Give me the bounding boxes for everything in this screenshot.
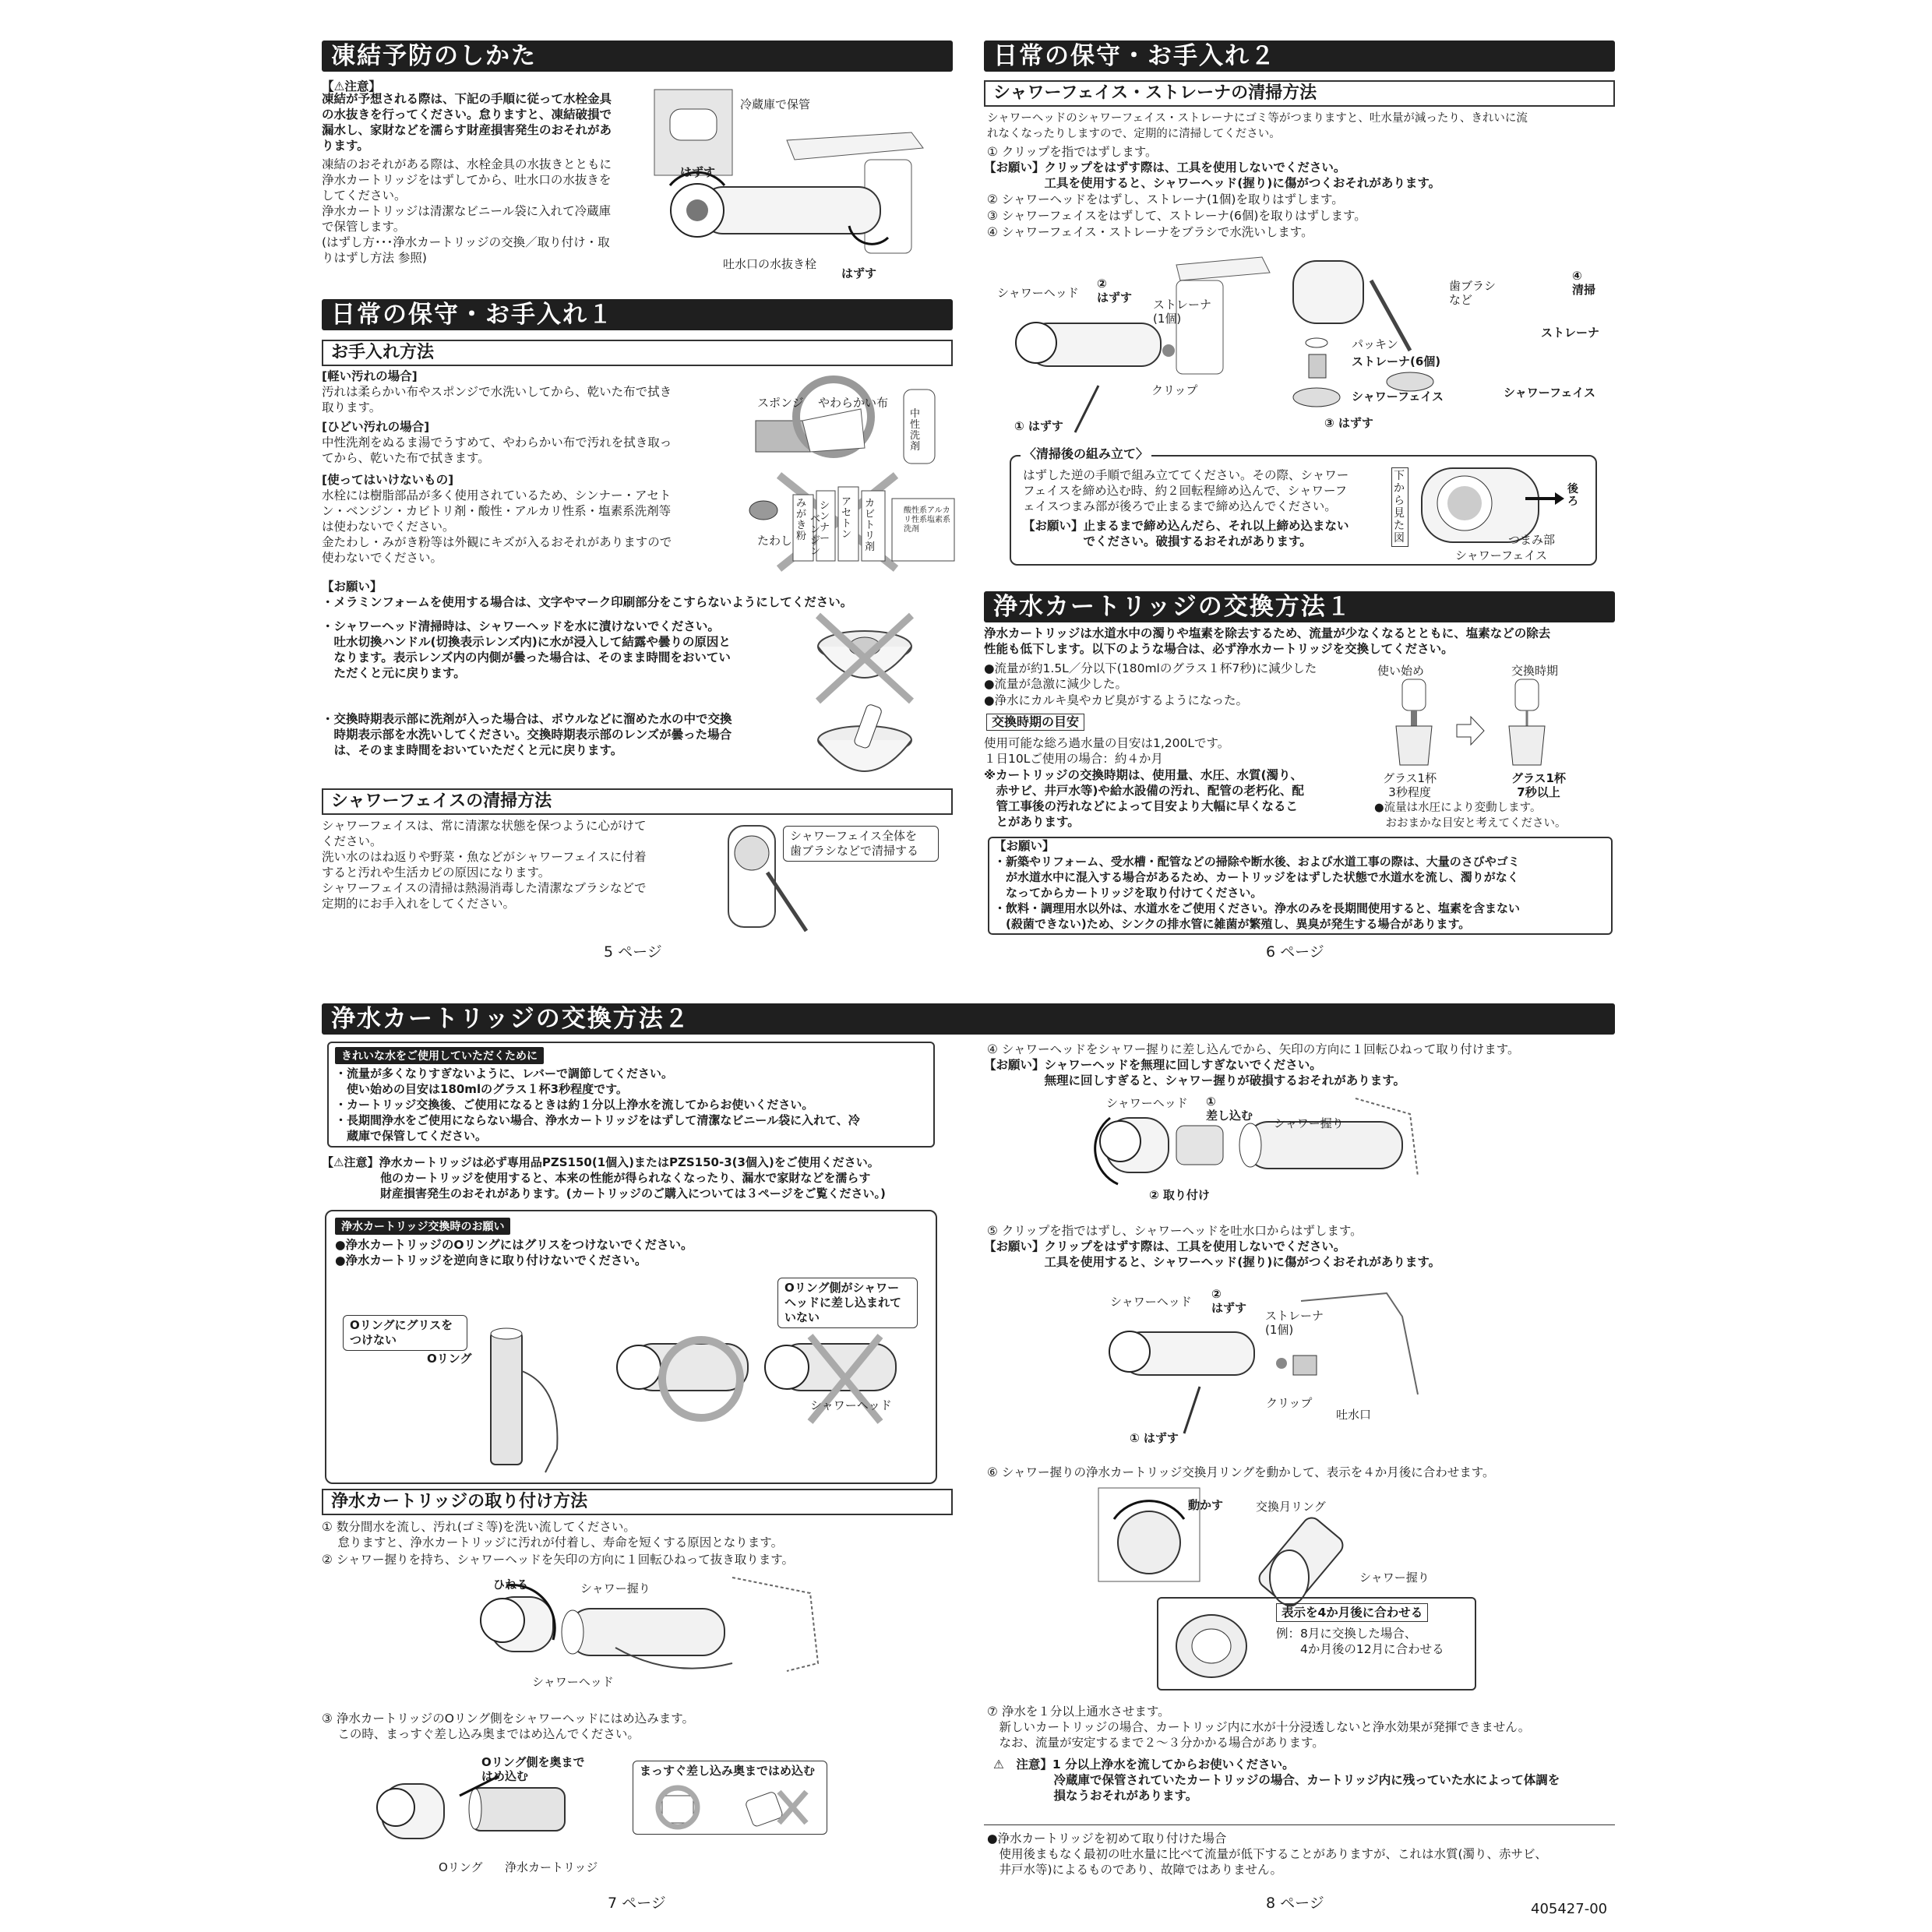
lbl-knob: つまみ部 — [1508, 533, 1556, 547]
p8-request-5: 【お願い】クリップをはずす際は、工具を使用しないでください。 工具を使用すると、シャワーヘッド(握り)に傷がつくおそれがあります。 — [984, 1239, 1441, 1269]
lbl-swap-time: 交換時期 — [1511, 664, 1559, 678]
p5-request-3: ・交換時期表示部に洗剤が入った場合は、ボウルなどに溜めた水の中で交換 時期表示部を水洗いしてください。交換時期表示部のレンズが曇った場合 は、そのまま時間をおいていただくと元に戻ります。 — [322, 712, 732, 757]
lbl-care2-strainer6: ストレーナ(6個) — [1352, 354, 1441, 368]
straight-insert-bubble: まっすぐ差し込み奥まではめ込む — [633, 1761, 827, 1835]
cart1-bullet-3: ●浄水にカルキ臭やカビ臭がするようになった。 — [984, 693, 1249, 707]
lbl-twist: ひねる — [493, 1578, 529, 1592]
lbl-p8-clip: クリップ — [1266, 1396, 1313, 1410]
care2-section-title: 日常の保守・お手入れ２ — [984, 41, 1615, 72]
lbl-acetone: アセトン — [841, 496, 852, 541]
care2-step-2: ② シャワーヘッドをはずし、ストレーナ(1個)を取りはずします。 — [987, 192, 1344, 206]
oring-grease-illustration — [475, 1324, 576, 1480]
lbl-p7-cartridge: 浄水カートリッジ — [505, 1860, 598, 1874]
lbl-sponge: スポンジ — [757, 396, 804, 410]
lbl-p7-showerhead: シャワーヘッド — [810, 1398, 892, 1412]
reassembly-heading: 〈清掃後の組み立て〉 — [1021, 447, 1151, 461]
install-step-3: ③ 浄水カートリッジのOリング側をシャワーヘッドにはめ込みます。 この時、まっすぐ差し込み奥まではめ込んでください。 — [322, 1712, 695, 1741]
p5-request-heading: 【お願い】 — [322, 580, 383, 594]
lbl-care2-strainer1: ストレーナ (1個) — [1153, 298, 1212, 326]
p8-step-7: ⑦ 浄水を１分以上通水させます。 新しいカートリッジの場合、カートリッジ内に水が十分浸透しないと浄水効果が発揮できません。 なお、流量が安定するまで２～３分かかる場合があります。 — [987, 1705, 1531, 1750]
heavy-dirt-text: 中性洗剤をぬるま湯でうすめて、やわらかい布で汚れを拭き取っ てから、乾いた布で拭きます。 — [322, 435, 672, 465]
attach-head-illustration — [1098, 1098, 1426, 1200]
back-arrow-icon — [1525, 491, 1564, 506]
lbl-benzine: ベンジン — [810, 513, 821, 558]
p5-request-2: ・シャワーヘッド清掃時は、シャワーヘッドを水に漬けないでください。 吐水切換ハンドル(切換表示レンズ内)に水が浸入して結露や曇りの原因と なります。表示レンズ内の内側が曇った場合は、そのまま時間をおいてい ただくと元に戻ります。 — [322, 619, 731, 680]
lbl-back: 後ろ — [1567, 483, 1578, 508]
lbl-care2-showerhead: シャワーヘッド — [997, 286, 1079, 300]
light-dirt-text: 汚れは柔らかい布やスポンジで水洗いしてから、乾いた布で拭き 取ります。 — [322, 385, 672, 414]
face-brush-bubble: シャワーフェイス全体を 歯ブラシなどで清掃する — [783, 826, 939, 862]
lbl-care2-face: シャワーフェイス — [1352, 390, 1444, 404]
swap-request-tag: 浄水カートリッジ交換時のお願い — [335, 1218, 510, 1235]
lbl-care2-face2: シャワーフェイス — [1504, 386, 1596, 400]
freeze-faucet-illustration — [654, 86, 950, 280]
face-cleaning-subtitle: シャワーフェイスの清掃方法 — [322, 788, 953, 815]
care2-request: 【お願い】クリップをはずす際は、工具を使用しないでください。 工具を使用すると、シャワーヘッド(握り)に傷がつくおそれがあります。 — [984, 160, 1441, 190]
flow-note: ●流量は水圧により変動します。 おおまかな目安と考えてください。 — [1374, 802, 1567, 830]
lbl-care2-toothbrush: 歯ブラシ など — [1449, 279, 1497, 307]
p5-request-1: ・メラミンフォームを使用する場合は、文字やマーク印刷部分をこすらないようにしてください。 — [322, 595, 853, 609]
lbl-thinner: シンナー — [820, 500, 830, 545]
p8-step-6: ⑥ シャワー握りの浄水カートリッジ交換月リングを動かして、表示を４か月後に合わせます。 — [987, 1465, 1495, 1479]
oring-side-bubble: Oリング側がシャワー ヘッドに差し込まれて いない — [777, 1278, 918, 1328]
glass-comparison-illustration — [1379, 679, 1558, 773]
remove-head-illustration — [475, 1578, 826, 1687]
swap-request-text: ●浄水カートリッジのOリングにはグリスをつけないでください。 ●浄水カートリッジを逆向きに取り付けないでください。 — [335, 1238, 693, 1267]
lbl-glass-7sec: グラス1杯 7秒以上 — [1511, 771, 1566, 799]
cart1-request-heading: 【お願い】 — [994, 839, 1055, 853]
install-step-1: ① 数分間水を流し、汚れ(ゴミ等)を洗い流してください。 怠りますと、浄水カートリッジに汚れが付着し、寿命を短くする原因となります。 — [322, 1520, 784, 1549]
lbl-p7-grip: シャワー握り — [580, 1581, 650, 1595]
face-cleaning-body: シャワーフェイスは、常に清潔な状態を保つように心がけて ください。 洗い水のはね返りや野菜・魚などがシャワーフェイスに付着 すると汚れや生活カビの原因になります。 シャワーフェイスの清掃は熱湯消毒した清潔なブラシなどで 定期的にお手入れをしてください。 — [322, 819, 647, 911]
freeze-body: 凍結のおそれがある際は、水栓金具の水抜きとともに 浄水カートリッジをはずしてから、吐水口の水抜きを してください。 浄水カートリッジは清潔なビニール袋に入れて冷蔵庫 で保管します。 (はずし方･･･浄水カートリッジの交換／取り付け・取 りはずし方法 参照) — [322, 157, 612, 265]
swap-guide-heading: 交換時期の目安 — [986, 714, 1084, 731]
lbl-migaki: みがき粉 — [796, 498, 807, 542]
care2-step-3: ③ シャワーフェイスをはずして、ストレーナ(6個)を取りはずします。 — [987, 209, 1366, 223]
light-dirt-heading: [軽い汚れの場合] — [322, 369, 418, 383]
p7-caution: 【⚠注意】浄水カートリッジは必ず専用品PZS150(1個入)またはPZS150-3(3個入)をご使用ください。 他のカートリッジを使用すると、本来の性能が得られなくなったり、漏水で家財などを濡らす 財産損害発生のおそれがあります。(カートリッジのご購入については３ページをご覧ください。) — [322, 1155, 886, 1200]
lbl-p8-strainer: ストレーナ (1個) — [1265, 1309, 1324, 1337]
p8-step-5: ⑤ クリップを指ではずし、シャワーヘッドを吐水口からはずします。 — [987, 1224, 1363, 1238]
clean-water-tag: きれいな水をご使用していただくために — [335, 1047, 544, 1064]
lbl-care2-4clean: ④ 清掃 — [1572, 269, 1596, 297]
care-method-subtitle: お手入れ方法 — [322, 340, 953, 366]
lbl-p8-grip2: シャワー握り — [1359, 1571, 1430, 1585]
page-number-7: 7 ページ — [608, 1895, 666, 1912]
lbl-push-in: Oリング側を奥まで はめ込む — [481, 1755, 585, 1783]
clean-water-text: ・流量が多くなりすぎないように、レバーで調節してください。 使い始めの目安は180mlのグラス１杯3秒程度です。 ・カートリッジ交換後、ご使用になるときは約１分以上浄水を流してからお使いください。 ・長期間浄水をご使用にならない場合、浄水カートリッジをはずして清潔なビニール袋に入れて、冷 蔵庫で保管してください。 — [335, 1066, 860, 1143]
lbl-soft-cloth: やわらかい布 — [818, 396, 889, 410]
lbl-bottom-view: 下から見た図 — [1391, 467, 1408, 547]
page-number-8: 8 ページ — [1266, 1895, 1324, 1912]
lbl-p7-oring: Oリング — [427, 1352, 472, 1366]
p8-step-4: ④ シャワーヘッドをシャワー握りに差し込んでから、矢印の方向に１回転ひねって取り付けます。 — [987, 1042, 1520, 1056]
lbl-fridge: 冷蔵庫で保管 — [740, 97, 811, 111]
lbl-p8-spout: 吐水口 — [1336, 1408, 1372, 1422]
care1-section-title: 日常の保守・お手入れ１ — [322, 299, 953, 330]
lbl-care2-packing: パッキン — [1352, 337, 1398, 351]
bowl-ng-illustration — [802, 615, 927, 701]
lbl-care2-strainer: ストレーナ — [1541, 326, 1600, 340]
install-step-2: ② シャワー握りを持ち、シャワーヘッドを矢印の方向に１回転ひねって抜き取ります。 — [322, 1553, 794, 1567]
swap-guide-text: 使用可能な総ろ過水量の目安は1,200Lです。 １日10Lご使用の場合：約４か月 — [984, 736, 1230, 766]
cart1-bullet-2: ●流量が急激に減少した。 — [984, 677, 1128, 691]
page-number-6: 6 ページ — [1266, 943, 1324, 961]
ng-heading: [使ってはいけないもの] — [322, 473, 454, 487]
care2-intro: シャワーヘッドのシャワーフェイス・ストレーナにゴミ等がつまりますと、吐水量が減ったり、きれいに流 れなくなったりしますので、定期的に清掃してください。 — [987, 112, 1528, 140]
lbl-p7-head2: シャワーヘッド — [532, 1675, 614, 1689]
straight-insert-illustration — [639, 1784, 818, 1831]
lbl-p8-insert: ① 差し込む — [1206, 1095, 1253, 1123]
freeze-caution-text: 凍結が予想される際は、下記の手順に従って水栓金具 の水抜きを行ってください。怠りますと、凍結破損で 漏水し、家財などを濡らす財産損害発生のおそれがあ ります。 — [322, 92, 612, 153]
lbl-p8-2remove: ② はずす — [1211, 1287, 1247, 1315]
ng-text: 水栓には樹脂部品が多く使用されているため、シンナー・アセト ン・ベンジン・カビトリ剤・酸性・アルカリ性系・塩素系洗剤等 は使わないでください。 金たわし・みがき粉等は外観にキズが入るおそれがありますので 使わないでください。 — [322, 488, 672, 565]
lbl-acid-detergent: 酸性系アルカリ性系塩素系洗剤 — [904, 506, 950, 534]
cart2-section-title: 浄水カートリッジの交換方法２ — [322, 1003, 1615, 1035]
p8-request-4: 【お願い】シャワーヘッドを無理に回しすぎないでください。 無理に回しすぎると、シャワー握りが破損するおそれがあります。 — [984, 1058, 1405, 1088]
correct-orientation-illustration — [615, 1328, 756, 1430]
care2-step-4: ④ シャワーフェイス・ストレーナをブラシで水洗いします。 — [987, 225, 1313, 239]
lbl-start: 使い始め — [1377, 664, 1425, 678]
lbl-ring: 交換月リング — [1256, 1500, 1326, 1514]
reassembly-text: はずした逆の手順で組み立ててください。その際、シャワー フェイスを締め込む時、約２回転程締め込んで、シャワーフ ェイスつまみ部が後ろで止まるまで締め込んでください。 — [1023, 468, 1349, 513]
lbl-p7-oring2: Oリング — [439, 1860, 483, 1874]
lbl-spout-drain: 吐水口の水抜き栓 — [723, 257, 817, 271]
wrong-orientation-illustration — [763, 1328, 904, 1430]
lbl-face3: シャワーフェイス — [1455, 548, 1548, 562]
freeze-section-title: 凍結予防のしかた — [322, 41, 953, 72]
ring-display-text: 例：8月に交換した場合、 4か月後の12月に合わせる — [1276, 1627, 1444, 1656]
lbl-p8-showerhead: シャワーヘッド — [1106, 1096, 1188, 1110]
document-code: 405427-00 — [1531, 1901, 1608, 1917]
lbl-p8-attach: ② 取り付け — [1149, 1188, 1210, 1202]
reassembly-request: 【お願い】止まるまで締め込んだら、それ以上締め込まない でください。破損するおそれがあります。 — [1023, 519, 1349, 548]
lbl-care2-1remove: ① はずす — [1014, 419, 1063, 433]
ring-display-heading: 表示を4か月後に合わせる — [1276, 1603, 1428, 1622]
lbl-tawashi: たわし — [757, 534, 793, 548]
lbl-care2-3remove: ③ はずす — [1324, 416, 1373, 430]
cart1-intro: 浄水カートリッジは水道水中の濁りや塩素を除去するため、流量が少なくなるとともに、塩素などの除去 性能も低下します。以下のような場合は、必ず浄水カートリッジを交換してください。 — [984, 626, 1551, 656]
ring-closeup-illustration — [1169, 1609, 1254, 1683]
lbl-neutral-detergent: 中性洗剤 — [910, 408, 921, 453]
swap-note: ※カートリッジの交換時期は、使用量、水圧、水質(濁り、 赤サビ、井戸水等)や給水設備の汚れ、配管の老朽化、配 管工事後の汚れなどによって目安より大幅に早くなるこ とがあります。 — [984, 768, 1304, 829]
lbl-care2-2remove: ② はずす — [1097, 277, 1133, 305]
heavy-dirt-heading: [ひどい汚れの場合] — [322, 420, 430, 434]
p8-first-install-note: ●浄水カートリッジを初めて取り付けた場合 使用後まもなく最初の吐水量に比べて流量が低下することがありますが、これは水質(濁り、赤サビ、 井戸水等)によるものであり、故障ではありません。 — [987, 1832, 1547, 1877]
lbl-remove-2: はずす — [841, 266, 877, 280]
care2-step-1: ① クリップを指ではずします。 — [987, 145, 1158, 159]
install-subtitle: 浄水カートリッジの取り付け方法 — [322, 1489, 953, 1515]
page-number-5: 5 ページ — [604, 943, 662, 961]
p8-caution-7: ⚠ 注意】1 分以上浄水を流してからお使いください。 冷蔵庫で保管されていたカートリッジの場合、カートリッジ内に残っていた水によって体調を 損なうおそれがあります。 — [993, 1757, 1560, 1803]
oring-grease-bubble: Oリングにグリスを つけない — [343, 1315, 467, 1351]
strainer-cleaning-subtitle: シャワーフェイス・ストレーナの清掃方法 — [984, 80, 1615, 107]
lbl-p8-grip: シャワー握り — [1274, 1116, 1344, 1130]
cart1-bullet-1: ●流量が約1.5L／分以下(180mlのグラス１杯7秒)に減少した — [984, 661, 1317, 675]
lbl-glass-3sec: グラス1杯 3秒程度 — [1383, 771, 1437, 799]
lbl-move: 動かす — [1188, 1498, 1224, 1512]
cart1-section-title: 浄水カートリッジの交換方法１ — [984, 591, 1615, 622]
p8-divider — [984, 1824, 1615, 1825]
lbl-kabitori: カビトリ剤 — [865, 498, 876, 553]
lbl-care2-clip: クリップ — [1151, 383, 1198, 397]
freeze-caution-tag: 【⚠注意】 — [322, 79, 381, 93]
bowl-wash-illustration — [806, 701, 923, 779]
lbl-p8-1remove: ① はずす — [1130, 1431, 1179, 1445]
cart1-request-text: ・新築やリフォーム、受水槽・配管などの掃除や断水後、および水道工事の際は、大量のさびやゴミ が水道水中に混入する場合があるため、カートリッジをはずした状態で水道水を流し、濁りがなく なってからカートリッジを取り付けてください。 ・飲料・調理用水以外は、水道水をご使用ください。浄水のみを長期間使用すると、塩素を含まない (殺菌できない)ため、シンクの排水管に雑菌が繁殖し、異臭が発生する場合があります。 — [994, 855, 1521, 931]
lbl-p8-showerhead2: シャワーヘッド — [1110, 1295, 1192, 1309]
lbl-remove-1: はずす — [680, 165, 716, 179]
